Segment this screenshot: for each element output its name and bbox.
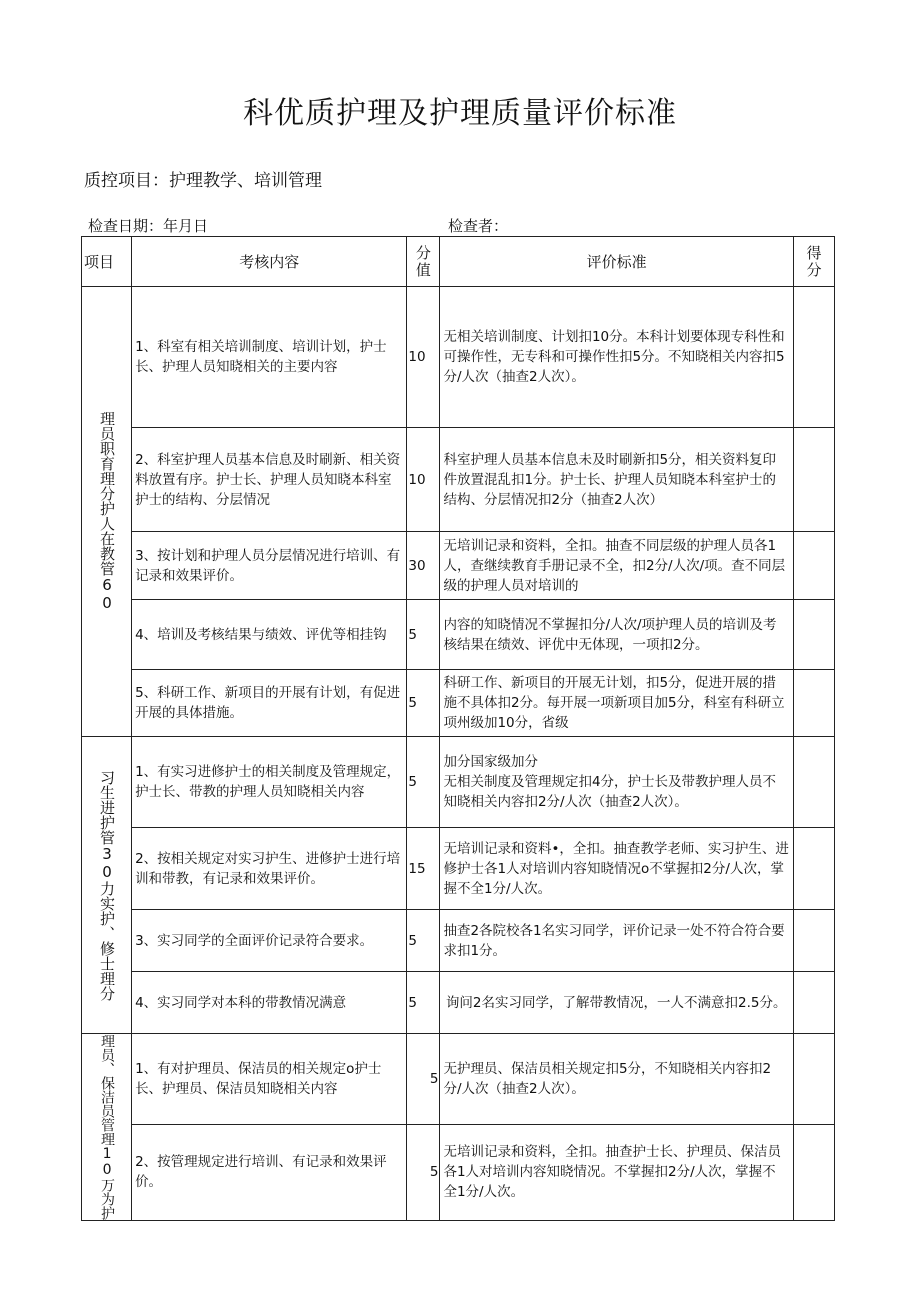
got-score-cell[interactable] xyxy=(793,972,834,1034)
section-label-cell xyxy=(82,287,132,737)
check-date: 检查日期：年月日 xyxy=(88,217,209,235)
standard-cell: 加分国家级加分 无相关制度及管理规定扣4分，护士长及带教护理人员不知晓相关内容扣2分/人次（抽查2人次）。 xyxy=(440,737,793,828)
content-cell: 1、有对护理员、保洁员的相关规定o护士长、护理员、保洁员知晓相关内容 xyxy=(132,1034,407,1125)
content-cell: 4、实习同学对本科的带教情况满意 xyxy=(132,972,407,1034)
standard-cell: 科室护理人员基本信息未及时刷新扣5分，相关资料复印件放置混乱扣1分。护士长、护理人员知晓本科室护士的结构、分层情况扣2分（抽查2人次） xyxy=(440,428,793,532)
standard-cell: 询问2名实习同学，了解带教情况，一人不满意扣2.5分。 xyxy=(440,972,793,1034)
table-row xyxy=(82,287,835,428)
table-row xyxy=(82,428,835,532)
table-row xyxy=(82,910,835,972)
got-score-cell[interactable] xyxy=(793,532,834,600)
header-content: 考核内容 xyxy=(132,237,407,287)
table-row xyxy=(82,972,835,1034)
section-label: 理员、保洁员管理10万为护 xyxy=(99,1034,116,1220)
content-cell: 3、实习同学的全面评价记录符合要求。 xyxy=(132,910,407,972)
score-cell: 30 xyxy=(407,532,440,600)
got-score-cell[interactable] xyxy=(793,1124,834,1220)
table-row xyxy=(82,600,835,670)
table-row xyxy=(82,532,835,600)
page-title: 科优质护理及护理质量评价标准 xyxy=(243,96,677,131)
standard-cell: 无培训记录和资料，全扣。抽查不同层级的护理人员各1人，查继续教育手册记录不全，扣2分/人次/项。查不同层级的护理人员对培训的 xyxy=(440,532,793,600)
quality-control-subject: 质控项目：护理教学、培训管理 xyxy=(84,171,322,191)
table-row xyxy=(82,828,835,910)
content-cell: 2、按管理规定进行培训、有记录和效果评价。 xyxy=(132,1124,407,1220)
table-row xyxy=(82,1124,835,1220)
section-label: 习生进护管30力实护、修士理分 xyxy=(98,769,117,1001)
section-label-cell xyxy=(82,737,132,1034)
header-item: 项目 xyxy=(82,237,132,287)
standard-cell: 无相关培训制度、计划扣10分。本科计划要体现专科性和可操作性，无专科和可操作性扣5分。不知晓相关内容扣5分/人次（抽查2人次）。 xyxy=(440,287,793,428)
standard-cell: 科研工作、新项目的开展无计划，扣5分，促进开展的措施不具体扣2分。每开展一项新项目加5分，科室有科研立项州级加10分，省级 xyxy=(440,670,793,737)
score-cell: 5 xyxy=(407,600,440,670)
score-cell: 5 xyxy=(407,910,440,972)
table-row xyxy=(82,737,835,828)
score-cell: 5 xyxy=(407,972,440,1034)
score-cell: 5 xyxy=(407,670,440,737)
standard-cell: 抽查2各院校各1名实习同学，评价记录一处不符合符合要求扣1分。 xyxy=(440,910,793,972)
content-cell: 1、有实习进修护士的相关制度及管理规定，护士长、带教的护理人员知晓相关内容 xyxy=(132,737,407,828)
got-score-cell[interactable] xyxy=(793,737,834,828)
score-cell: 15 xyxy=(407,828,440,910)
score-cell: 10 xyxy=(407,428,440,532)
header-standard: 评价标准 xyxy=(440,237,793,287)
header-got xyxy=(793,237,834,287)
table-row xyxy=(82,670,835,737)
content-cell: 1、科室有相关培训制度、培训计划，护士长、护理人员知晓相关的主要内容 xyxy=(132,287,407,428)
score-cell: 5 xyxy=(407,1034,440,1125)
standard-cell: 无护理员、保洁员相关规定扣5分，不知晓相关内容扣2分/人次（抽查2人次）。 xyxy=(440,1034,793,1125)
score-cell: 5 xyxy=(407,1124,440,1220)
content-cell: 4、培训及考核结果与绩效、评优等相挂钩 xyxy=(132,600,407,670)
got-score-cell[interactable] xyxy=(793,1034,834,1125)
table-row xyxy=(82,1034,835,1125)
got-score-cell[interactable] xyxy=(793,428,834,532)
standard-cell: 无培训记录和资料，全扣。抽查护士长、护理员、保洁员各1人对培训内容知晓情况。不掌握扣2分/人次，掌握不全1分/人次。 xyxy=(440,1124,793,1220)
header-score xyxy=(407,237,440,287)
content-cell: 3、按计划和护理人员分层情况进行培训、有记录和效果评价。 xyxy=(132,532,407,600)
got-score-cell[interactable] xyxy=(793,910,834,972)
header-row xyxy=(82,237,835,287)
score-cell: 5 xyxy=(407,737,440,828)
evaluation-table xyxy=(81,236,835,1221)
content-cell: 5、科研工作、新项目的开展有计划，有促进开展的具体措施。 xyxy=(132,670,407,737)
got-score-cell[interactable] xyxy=(793,828,834,910)
got-score-cell[interactable] xyxy=(793,670,834,737)
section-label: 理员职育理分护人在教管60 xyxy=(98,411,117,612)
section-label-cell xyxy=(82,1034,132,1221)
score-cell: 10 xyxy=(407,287,440,428)
content-cell: 2、按相关规定对实习护生、进修护士进行培训和带教，有记录和效果评价。 xyxy=(132,828,407,910)
standard-cell: 内容的知晓情况不掌握扣分/人次/项护理人员的培训及考核结果在绩效、评优中无体现，一项扣2分。 xyxy=(440,600,793,670)
content-cell: 2、科室护理人员基本信息及时刷新、相关资料放置有序。护士长、护理人员知晓本科室护士的结构、分层情况 xyxy=(132,428,407,532)
got-score-cell[interactable] xyxy=(793,287,834,428)
got-score-cell[interactable] xyxy=(793,600,834,670)
inspector: 检查者： xyxy=(448,217,509,235)
standard-cell: 无培训记录和资料•，全扣。抽查教学老师、实习护生、进修护士各1人对培训内容知晓情况o不掌握扣2分/人次，掌握不全1分/人次。 xyxy=(440,828,793,910)
header-score-text: 分值 xyxy=(415,243,431,279)
header-got-text: 得分 xyxy=(806,243,822,279)
